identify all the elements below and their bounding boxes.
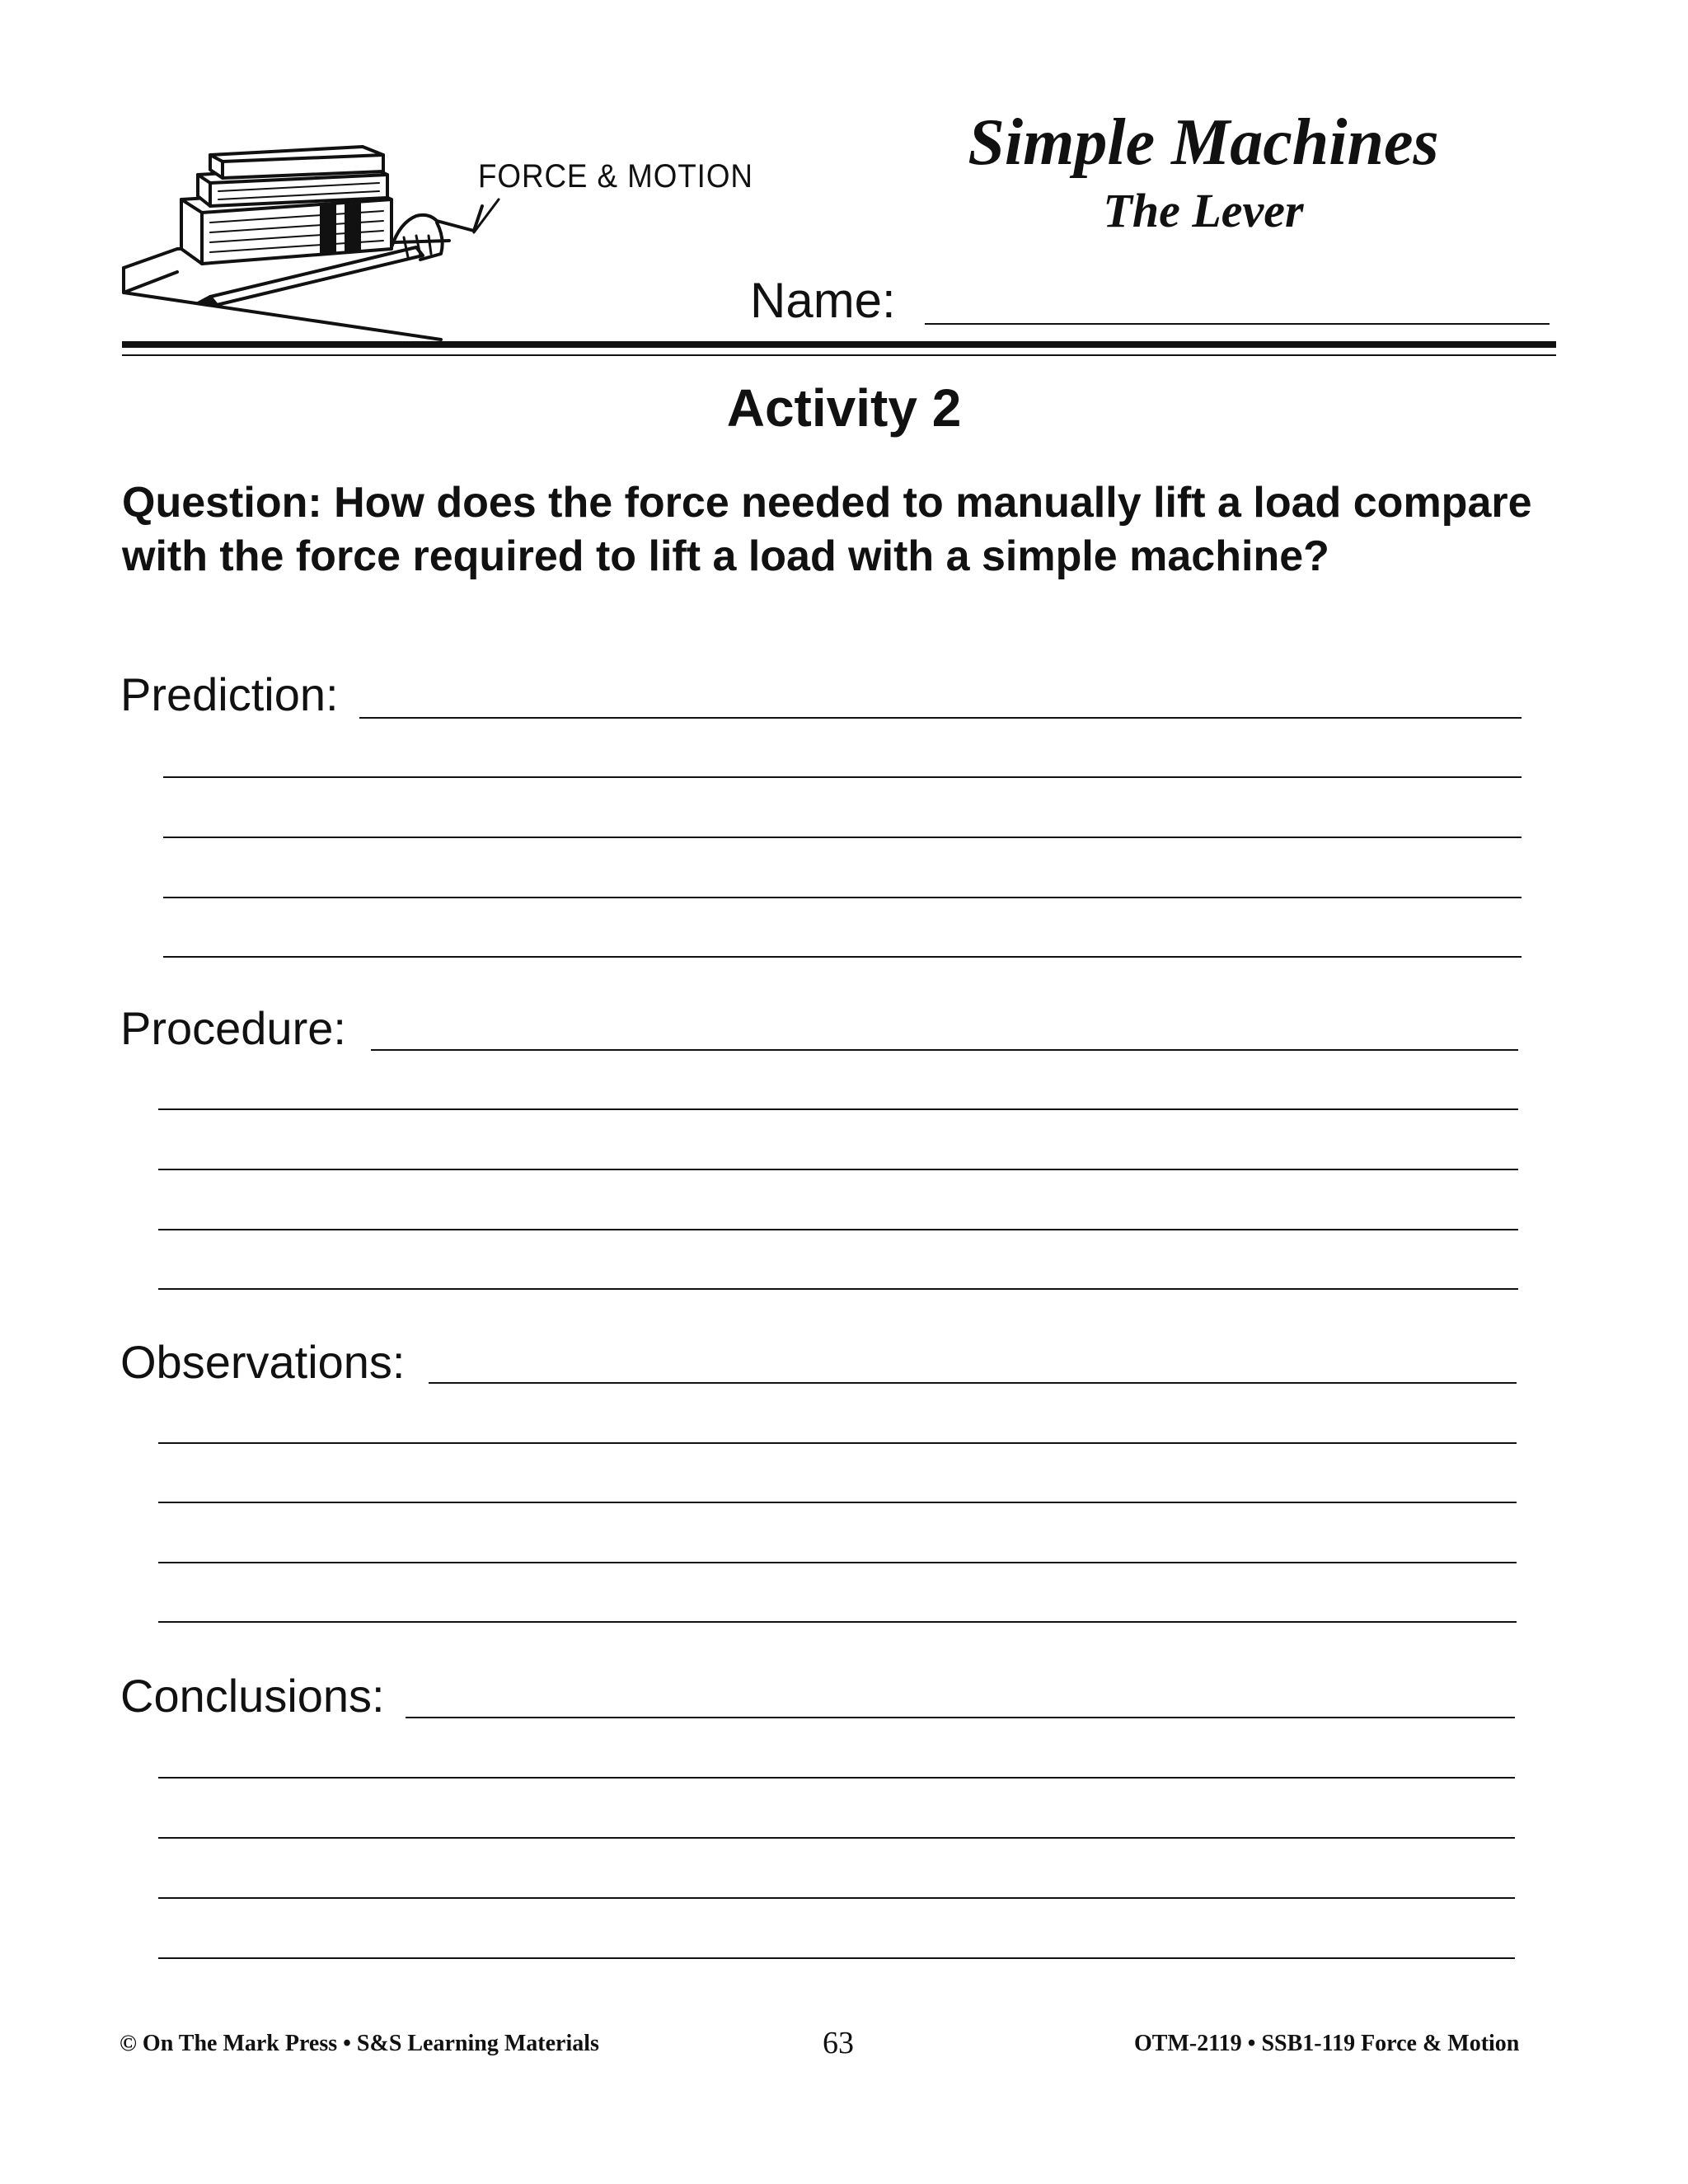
observations-line[interactable] xyxy=(158,1562,1517,1563)
procedure-line[interactable] xyxy=(158,1229,1518,1230)
observations-label: Observations: xyxy=(120,1336,406,1388)
conclusions-line[interactable] xyxy=(158,1837,1515,1839)
conclusions-line[interactable] xyxy=(158,1777,1515,1779)
page-subtitle: The Lever xyxy=(1103,184,1304,237)
name-label: Name: xyxy=(750,273,896,328)
observations-line[interactable] xyxy=(158,1442,1517,1444)
prediction-line[interactable] xyxy=(163,837,1522,838)
prediction-line[interactable] xyxy=(163,776,1522,778)
books-lever-illustration xyxy=(120,124,746,346)
footer-product-code: OTM-2119 • SSB1-119 Force & Motion xyxy=(1134,2031,1520,2056)
conclusions-line[interactable] xyxy=(158,1897,1515,1899)
observations-line[interactable] xyxy=(158,1621,1517,1623)
procedure-line[interactable] xyxy=(158,1288,1518,1290)
procedure-line[interactable] xyxy=(158,1108,1518,1110)
question-text: Question: How does the force needed to manually lift a load compare with the force required to lift a load with a simple machine? xyxy=(122,479,1532,580)
header-divider-thin xyxy=(122,354,1556,356)
procedure-line[interactable] xyxy=(158,1169,1518,1170)
observations-line[interactable] xyxy=(429,1382,1517,1384)
activity-title: Activity 2 xyxy=(726,378,962,438)
procedure-line[interactable] xyxy=(371,1049,1518,1051)
header-divider-thick xyxy=(122,341,1556,348)
page-title: Simple Machines xyxy=(968,106,1439,179)
conclusions-label: Conclusions: xyxy=(120,1670,385,1722)
footer-copyright: © On The Mark Press • S&S Learning Materials xyxy=(120,2031,599,2056)
conclusions-line[interactable] xyxy=(158,1957,1515,1959)
prediction-label: Prediction: xyxy=(120,668,339,720)
page-number: 63 xyxy=(823,2026,854,2060)
brand-label: FORCE & MOTION xyxy=(478,158,753,194)
prediction-line[interactable] xyxy=(163,956,1522,958)
prediction-line[interactable] xyxy=(163,897,1522,898)
name-field[interactable] xyxy=(925,323,1550,325)
prediction-line[interactable] xyxy=(359,717,1522,719)
observations-line[interactable] xyxy=(158,1502,1517,1503)
procedure-label: Procedure: xyxy=(120,1002,346,1054)
conclusions-line[interactable] xyxy=(406,1717,1515,1718)
